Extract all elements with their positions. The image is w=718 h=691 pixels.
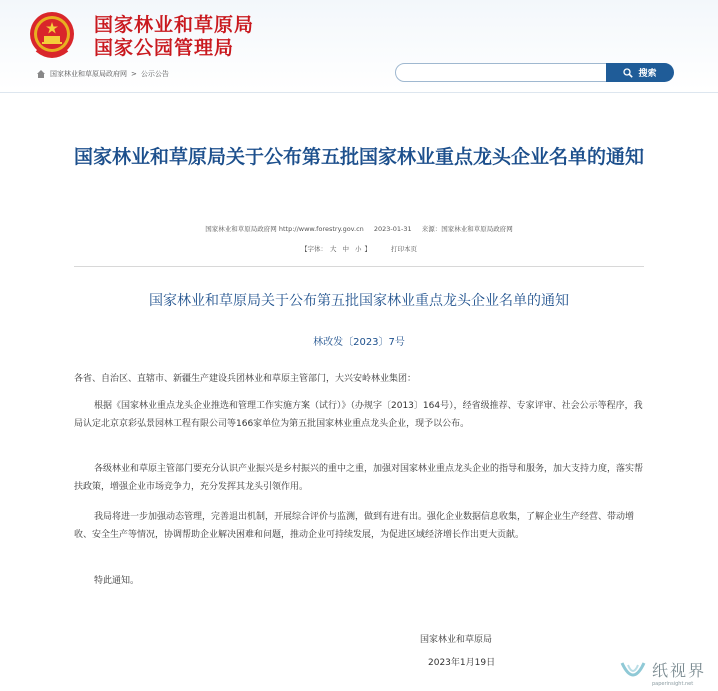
header-divider — [0, 92, 718, 93]
paragraph-3: 我局将进一步加强动态管理，完善退出机制，开展综合评价与监测，做到有进有出。强化企业数据信息收集，了解企业生产经营、带动增收、安全生产等情况，协调帮助企业解决困难和问题，推动企业可持续发展，为促进区域经济增长作出更大贡献。 — [74, 512, 635, 540]
print-page-link[interactable]: 打印本页 — [391, 245, 418, 253]
font-size-large-link[interactable]: 大 — [329, 245, 337, 253]
font-size-suffix: 】 — [364, 245, 371, 253]
watermark-logo-icon — [618, 657, 648, 687]
paragraph-addressee: 各省、自治区、直辖市、新疆生产建设兵团林业和草原主管部门，大兴安岭林业集团： — [74, 374, 417, 384]
font-size-prefix: 【字体： — [300, 245, 327, 253]
document-title: 国家林业和草原局关于公布第五批国家林业重点龙头企业名单的通知 — [149, 293, 569, 309]
breadcrumb — [36, 69, 169, 79]
font-size-medium-link[interactable]: 中 — [342, 245, 349, 253]
font-size-controls — [74, 244, 644, 253]
meta-origin: 来源：国家林业和草原局政府网 — [421, 225, 513, 233]
search-button[interactable] — [606, 63, 674, 82]
watermark-url: paperinsight.net — [652, 680, 694, 687]
font-size-small-link[interactable]: 小 — [354, 245, 362, 253]
home-icon[interactable] — [36, 69, 46, 79]
search-input[interactable] — [395, 63, 607, 82]
signer: 国家林业和草原局 — [420, 635, 493, 645]
search-button-label: 搜索 — [638, 68, 657, 78]
meta-source: 国家林业和草原局政府网 http://www.forestry.gov.cn — [205, 225, 364, 233]
watermark — [618, 655, 714, 689]
breadcrumb-current[interactable]: 公示公告 — [140, 70, 169, 78]
site-header — [0, 0, 718, 90]
paragraph-2: 各级林业和草原主管部门要充分认识产业振兴是乡村振兴的重中之重，加强对国家林业重点龙头企业的指导和服务，加大支持力度，落实帮扶政策，增强企业市场竞争力，充分发挥其龙头引领作用。 — [74, 464, 644, 492]
sign-date: 2023年1月19日 — [428, 658, 496, 668]
meta-date: 2023-01-31 — [373, 225, 412, 233]
breadcrumb-home-link[interactable]: 国家林业和草原局政府网 — [50, 70, 127, 78]
content-divider — [74, 266, 644, 267]
paragraph-closing: 特此通知。 — [94, 576, 140, 586]
watermark-text: 纸视界 — [652, 660, 707, 680]
article-title: 国家林业和草原局关于公布第五批国家林业重点龙头企业名单的通知 — [74, 146, 645, 168]
document-number: 林改发〔2023〕7号 — [313, 337, 405, 348]
national-emblem-icon — [27, 10, 77, 62]
search-icon — [623, 68, 633, 78]
org-name-line1: 国家林业和草原局 — [94, 14, 255, 36]
article-meta — [74, 224, 644, 233]
paragraph-1: 根据《国家林业重点龙头企业推选和管理工作实施方案（试行）》（办规字〔2013〕164号），经省级推荐、专家评审、社会公示等程序，我局认定北京京彩弘景园林工程有限公司等166家单位为第五批国家林业重点龙头企业，现予以公布。 — [74, 401, 643, 429]
org-name-line2: 国家公园管理局 — [94, 37, 235, 59]
organization-name[interactable] — [94, 14, 254, 60]
breadcrumb-separator: > — [131, 70, 137, 78]
